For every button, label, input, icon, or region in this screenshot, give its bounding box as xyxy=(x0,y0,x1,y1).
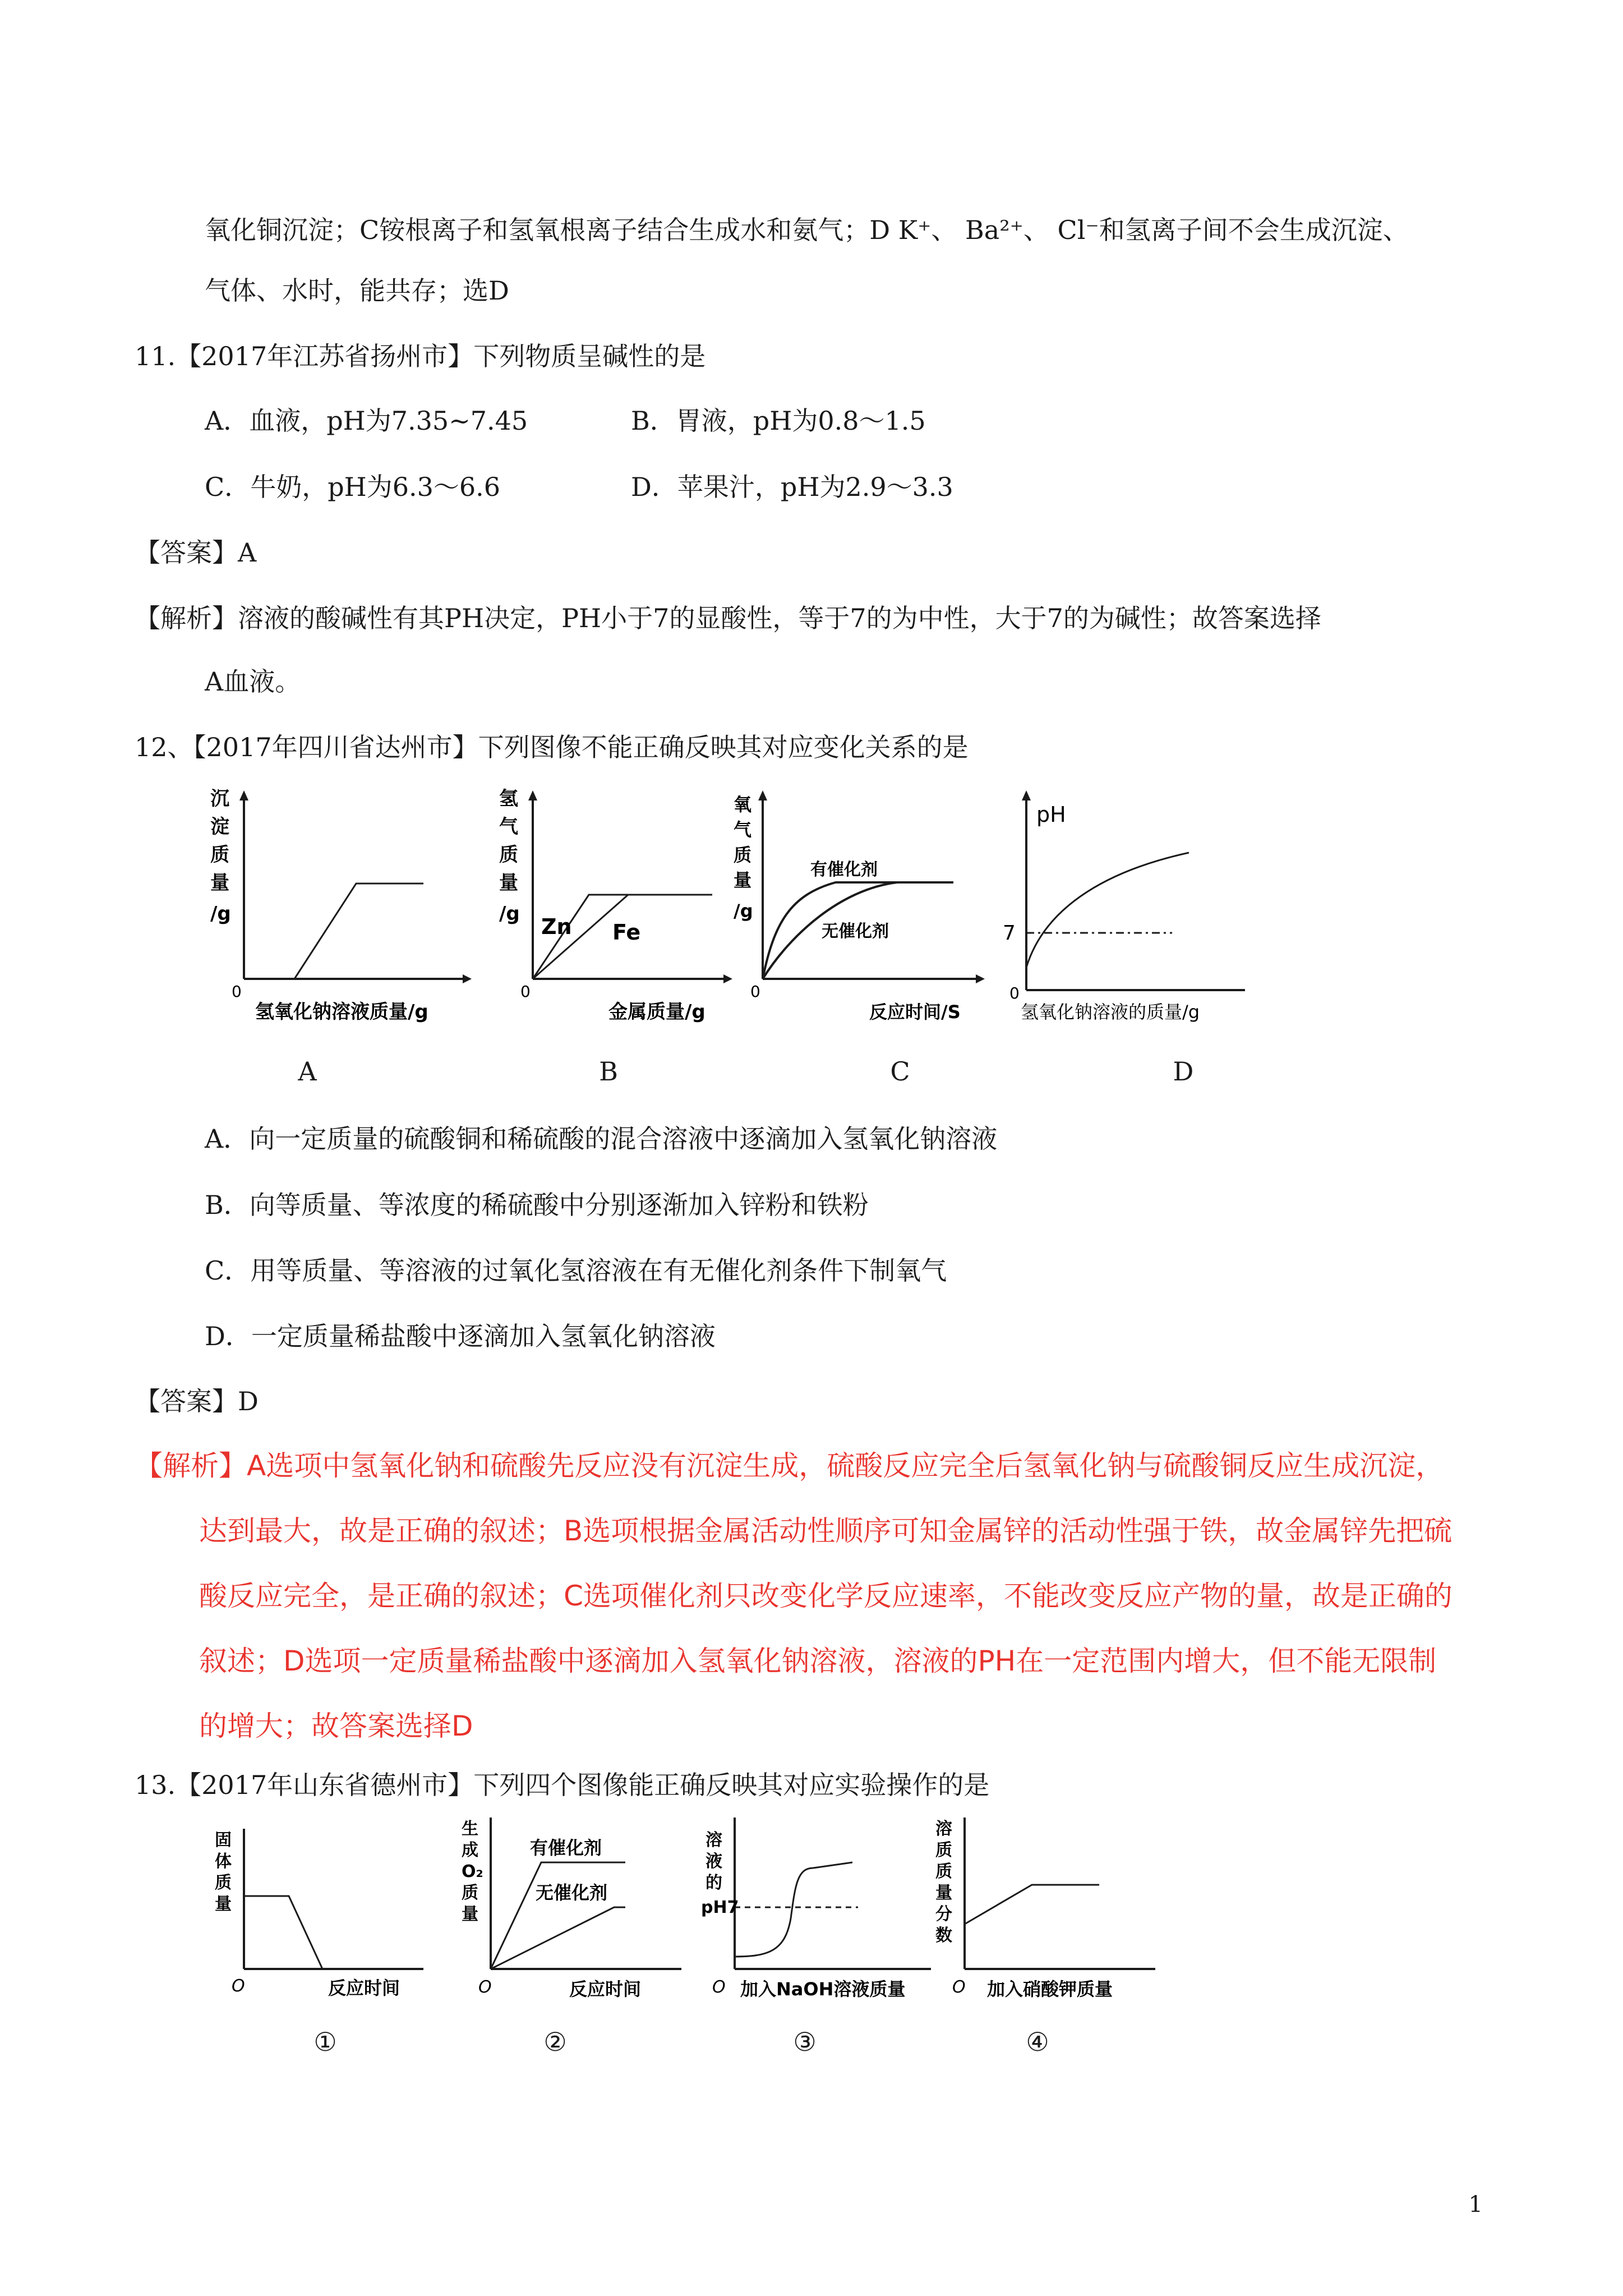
q12d-seven-label: 7 xyxy=(1003,922,1016,945)
q12-graph-d-caption: D xyxy=(1173,1056,1194,1087)
q12-analysis-line-4: 叙述；D选项一定质量稀盐酸中逐滴加入氢氧化钠溶液，溶液的PH在一定范围内增大，但不能无限制 xyxy=(199,1645,1437,1677)
q13g4-ylabel-2: 质 xyxy=(935,1862,952,1881)
q12-graph-c xyxy=(729,788,987,1035)
q13g2-catalyst-line xyxy=(491,1862,625,1969)
q12b-xlabel: 金属质量/g xyxy=(608,1001,706,1023)
q12b-ylabel-0: 氢 xyxy=(499,788,518,810)
q12-graph-d xyxy=(987,788,1256,1035)
q12c-ylabel-1: 气 xyxy=(734,819,752,840)
q11-option-d: D．苹果汁，pH为2.9～3.3 xyxy=(631,472,953,502)
q12-analysis-line-2: 达到最大，故是正确的叙述；B选项根据金属活动性顺序可知金属锌的活动性强于铁，故金属锌先把硫 xyxy=(199,1515,1453,1547)
q12b-origin: 0 xyxy=(520,982,531,1001)
q13-stem: 13.【2017年山东省德州市】下列四个图像能正确反映其对应实验操作的是 xyxy=(135,1770,990,1800)
q12c-label-catalyst: 有催化剂 xyxy=(810,860,878,880)
q12b-ylabel-3: 量 xyxy=(499,872,518,894)
intro-line-1: 氧化铜沉淀；C铵根离子和氢氧根离子结合生成水和氨气；D K⁺、 Ba²⁺、 Cl⁻和氢离子间不会生成沉淀、 xyxy=(205,215,1409,245)
q12d-ylabel: pH xyxy=(1036,802,1066,827)
q13-graph-2-caption: ② xyxy=(543,2027,567,2057)
q13-graph-3-caption: ③ xyxy=(793,2027,817,2057)
q12-analysis-line-1: 【解析】A选项中氢氧化钠和硫酸先反应没有沉淀生成，硫酸反应完全后氢氧化钠与硫酸铜反应生成沉淀， xyxy=(135,1450,1444,1482)
q13g4-ylabel-3: 量 xyxy=(935,1883,952,1903)
q12b-ylabel-4: /g xyxy=(499,903,520,925)
q13g3-ph-curve xyxy=(735,1862,852,1957)
q12b-ylabel-2: 质 xyxy=(499,844,518,866)
q12b-label-zn: Zn xyxy=(541,914,572,939)
q13-graph-1 xyxy=(210,1823,435,2014)
q13g2-label-no-catalyst: 无催化剂 xyxy=(536,1882,608,1903)
q13-graph-2 xyxy=(457,1812,693,2014)
q13g3-xlabel: 加入NaOH溶液质量 xyxy=(740,1978,906,2000)
q13g3-ylabel-2: 的 xyxy=(706,1873,722,1893)
q11-answer: 【答案】A xyxy=(135,537,257,568)
q13g3-ylabel-0: 溶 xyxy=(706,1830,722,1850)
q12c-ylabel-3: 量 xyxy=(734,869,752,891)
q12-option-a: A．向一定质量的硫酸铜和稀硫酸的混合溶液中逐滴加入氢氧化钠溶液 xyxy=(205,1124,998,1154)
q12-analysis-line-5: 的增大；故答案选择D xyxy=(199,1710,473,1742)
q13g4-origin: O xyxy=(952,1977,966,1997)
q13g1-origin: O xyxy=(232,1976,245,1996)
q13g2-xlabel: 反应时间 xyxy=(569,1978,642,2000)
q13g4-ylabel-0: 溶 xyxy=(935,1819,952,1839)
q12c-xlabel: 反应时间/S xyxy=(869,1001,961,1023)
q13g1-ylabel-3: 量 xyxy=(215,1894,232,1914)
q11-option-c: C．牛奶，pH为6.3～6.6 xyxy=(205,472,501,502)
q12d-origin: 0 xyxy=(1009,984,1020,1002)
intro-line-2: 气体、水时，能共存；选D xyxy=(205,275,509,306)
q12-graph-a xyxy=(199,788,479,1035)
q13g2-ylabel-1: 成 xyxy=(462,1841,478,1860)
q13g2-ylabel-0: 生 xyxy=(462,1819,478,1839)
q13g3-ylabel-1: 液 xyxy=(706,1852,722,1871)
q12a-ylabel-0: 沉 xyxy=(210,788,229,810)
q12a-ylabel-1: 淀 xyxy=(210,816,229,838)
q12-graph-b xyxy=(488,788,735,1035)
q13-graph-4-caption: ④ xyxy=(1026,2027,1049,2057)
q13g1-ylabel-0: 固 xyxy=(215,1830,232,1850)
q13g1-ylabel-2: 质 xyxy=(215,1873,232,1893)
q12c-label-no-catalyst: 无催化剂 xyxy=(822,922,889,941)
q12-answer: 【答案】D xyxy=(135,1386,259,1416)
q13g4-ylabel-4: 分 xyxy=(935,1904,952,1924)
q11-option-a: A．血液，pH为7.35~7.45 xyxy=(205,406,528,436)
q13g2-no-catalyst-line xyxy=(491,1907,625,1969)
q13-graph-4 xyxy=(931,1812,1166,2014)
q13g3-origin: O xyxy=(712,1977,726,1997)
q13g2-label-catalyst: 有催化剂 xyxy=(530,1837,602,1858)
q12a-ylabel-4: /g xyxy=(210,903,231,925)
q13-graph-3 xyxy=(701,1812,942,2014)
page-number: 1 xyxy=(1468,2192,1483,2217)
q13g3-ylabel-3: pH7 xyxy=(701,1898,739,1917)
q12-graph-c-caption: C xyxy=(890,1056,910,1087)
q12c-ylabel-4: /g xyxy=(734,900,753,922)
q11-option-b: B．胃液，pH为0.8～1.5 xyxy=(631,406,926,436)
q13g4-ylabel-5: 数 xyxy=(935,1926,952,1945)
q12-option-c: C．用等质量、等溶液的过氧化氢溶液在有无催化剂条件下制氧气 xyxy=(205,1255,947,1286)
q13g2-ylabel-2: O₂ xyxy=(462,1862,483,1881)
q13g2-origin: O xyxy=(478,1977,492,1997)
q13g2-ylabel-4: 量 xyxy=(462,1904,478,1924)
q12b-ylabel-1: 气 xyxy=(499,816,518,838)
q11-analysis-line-2: A血液。 xyxy=(205,666,301,697)
q12c-ylabel-0: 氧 xyxy=(734,794,752,815)
q12a-origin: 0 xyxy=(232,982,242,1001)
q12a-ylabel-3: 量 xyxy=(210,872,229,894)
q12c-origin: 0 xyxy=(750,982,760,1001)
q12-option-b: B．向等质量、等浓度的稀硫酸中分别逐渐加入锌粉和铁粉 xyxy=(205,1190,869,1220)
q12-graph-a-caption: A xyxy=(298,1056,317,1087)
q12d-ph-curve xyxy=(1026,853,1189,968)
q13g4-ylabel-1: 质 xyxy=(935,1841,952,1860)
q13g1-xlabel: 反应时间 xyxy=(328,1977,400,1999)
q12a-ylabel-2: 质 xyxy=(210,844,229,866)
q12b-label-fe: Fe xyxy=(612,920,641,945)
q12-analysis-line-3: 酸反应完全，是正确的叙述；C选项催化剂只改变化学反应速率，不能改变反应产物的量，故是正确的 xyxy=(199,1580,1453,1612)
q12-stem: 12、【2017年四川省达州市】下列图像不能正确反映其对应变化关系的是 xyxy=(135,732,969,762)
q13g2-ylabel-3: 质 xyxy=(462,1883,478,1903)
q12d-xlabel: 氢氧化钠溶液的质量/g xyxy=(1021,1001,1200,1023)
q12-option-d: D．一定质量稀盐酸中逐滴加入氢氧化钠溶液 xyxy=(205,1321,716,1351)
q12a-xlabel: 氢氧化钠溶液质量/g xyxy=(255,1001,428,1023)
q13g4-xlabel: 加入硝酸钾质量 xyxy=(987,1978,1113,2000)
q13g1-ylabel-1: 体 xyxy=(215,1852,232,1871)
q12-graph-b-caption: B xyxy=(599,1056,618,1087)
q11-stem: 11.【2017年江苏省扬州市】下列物质呈碱性的是 xyxy=(135,341,706,371)
q11-analysis-line-1: 【解析】溶液的酸碱性有其PH决定，PH小于7的显酸性，等于7的为中性，大于7的为碱性；故答案选择 xyxy=(135,603,1321,633)
q13-graph-1-caption: ① xyxy=(313,2027,337,2057)
q12c-ylabel-2: 质 xyxy=(734,844,752,866)
